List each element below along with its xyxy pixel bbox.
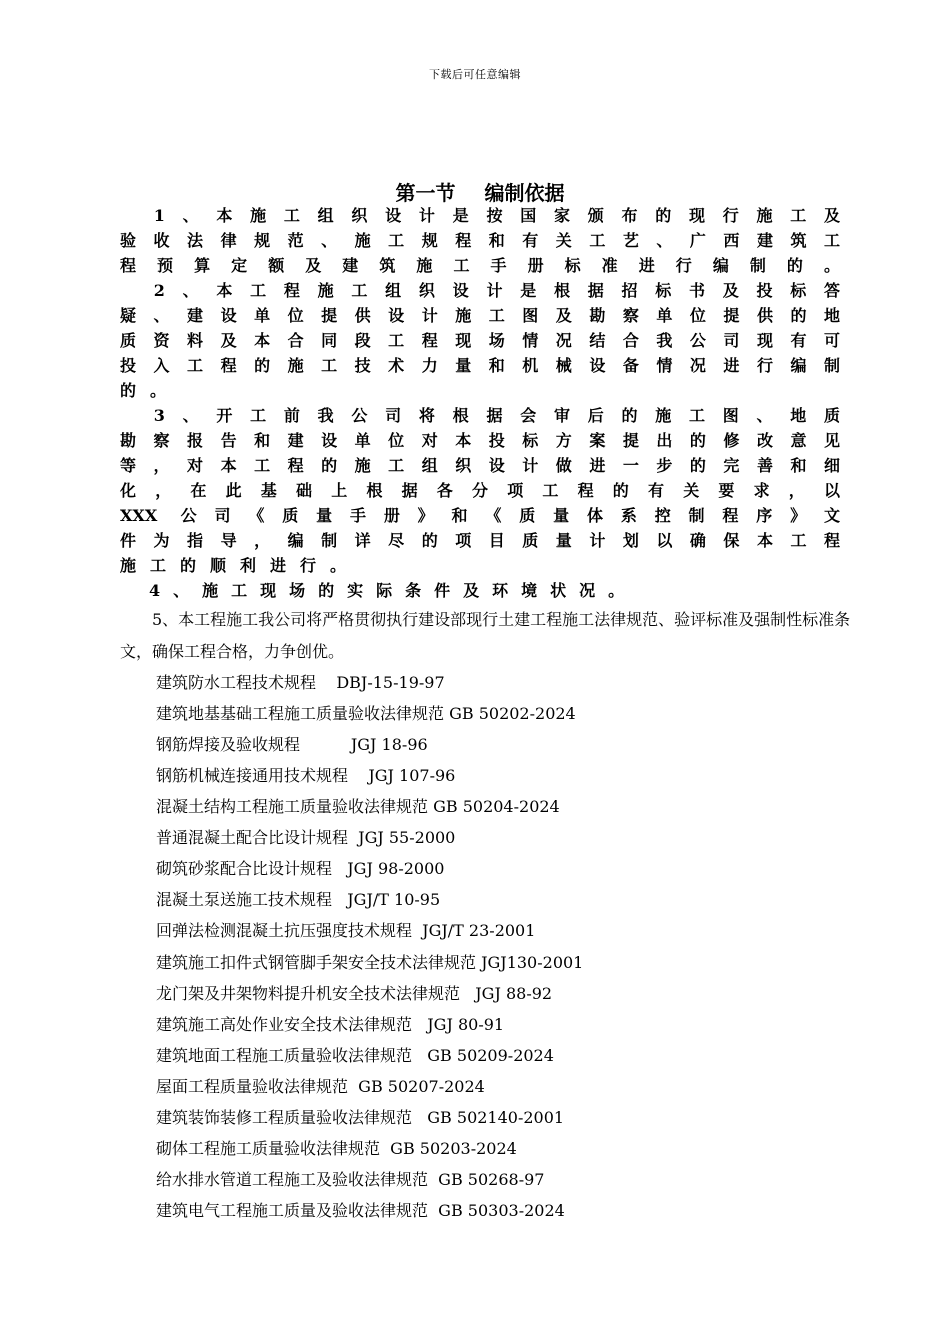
paragraph-3-line-4: 化，在此基础上根据各分项工程的有关要求，以 bbox=[120, 481, 840, 500]
standard-item: 普通混凝土配合比设计规程 JGJ 55-2000 bbox=[156, 828, 456, 847]
paragraph-3-line-1: 3、开工前我公司将根据会审后的施工图、地质 bbox=[120, 406, 840, 425]
paragraph-2-line-5: 的。 bbox=[120, 381, 181, 400]
standard-item: 屋面工程质量验收法律规范 GB 50207-2024 bbox=[156, 1077, 485, 1096]
standard-item: 钢筋焊接及验收规程 JGJ 18-96 bbox=[156, 735, 428, 754]
paragraph-5: 5、本工程施工我公司将严格贯彻执行建设部现行土建工程施工法律规范、验评标准及强制性标准条文，确保工程合格，力争创优。 bbox=[120, 610, 851, 661]
standard-item: 建筑防水工程技术规程 DBJ-15-19-97 bbox=[156, 673, 445, 692]
paragraph-2-line-2: 疑、建设单位提供设计施工图及勘察单位提供的地 bbox=[120, 306, 840, 325]
standard-item: 建筑地面工程施工质量验收法律规范 GB 50209-2024 bbox=[156, 1046, 554, 1065]
paragraph-3-line-5: XXX 公司《质量手册》和《质量体系控制程序》文 bbox=[120, 506, 840, 525]
standard-item: 回弹法检测混凝土抗压强度技术规程 JGJ/T 23-2001 bbox=[156, 921, 536, 940]
paragraph-1-line-1: 1、本施工组织设计是按国家颁布的现行施工及 bbox=[120, 206, 840, 225]
standard-item: 建筑装饰装修工程质量验收法律规范 GB 502140-2001 bbox=[156, 1108, 565, 1127]
standard-item: 建筑地基基础工程施工质量验收法律规范 GB 50202-2024 bbox=[156, 704, 576, 723]
standard-item: 建筑电气工程施工质量及验收法律规范 GB 50303-2024 bbox=[156, 1201, 565, 1220]
standard-item: 砌体工程施工质量验收法律规范 GB 50203-2024 bbox=[156, 1139, 517, 1158]
standard-item: 混凝土结构工程施工质量验收法律规范 GB 50204-2024 bbox=[156, 797, 560, 816]
standard-item: 砌筑砂浆配合比设计规程 JGJ 98-2000 bbox=[156, 859, 445, 878]
standard-item: 混凝土泵送施工技术规程 JGJ/T 10-95 bbox=[156, 890, 441, 909]
standard-item: 龙门架及井架物料提升机安全技术法律规范 JGJ 88-92 bbox=[156, 984, 553, 1003]
section-title: 第一节 编制依据 bbox=[395, 181, 565, 205]
paragraph-2-line-3: 质资料及本合同段工程现场情况结合我公司现有可 bbox=[120, 331, 840, 350]
paragraph-3-line-3: 等，对本工程的施工组织设计做进一步的完善和细 bbox=[120, 456, 840, 475]
paragraph-3-line-7: 施工的顺利进行。 bbox=[120, 556, 361, 575]
paragraph-4: 4、施工现场的实际条件及环境状况。 bbox=[120, 581, 638, 600]
paragraph-1-line-3: 程预算定额及建筑施工手册标准进行编制的。 bbox=[120, 256, 840, 275]
paragraph-3-line-2: 勘察报告和建设单位对本投标方案提出的修改意见 bbox=[120, 431, 840, 450]
paragraph-1-line-2: 验收法律规范、施工规程和有关工艺、广西建筑工 bbox=[120, 231, 840, 250]
paragraph-2-line-4: 投入工程的施工技术力量和机械设备情况进行编制 bbox=[120, 356, 840, 375]
standard-item: 建筑施工扣件式钢管脚手架安全技术法律规范 JGJ130-2001 bbox=[156, 953, 584, 972]
standard-item: 建筑施工高处作业安全技术法律规范 JGJ 80-91 bbox=[156, 1015, 505, 1034]
standard-item: 钢筋机械连接通用技术规程 JGJ 107-96 bbox=[156, 766, 456, 785]
paragraph-3-line-6: 件为指导，编制详尽的项目质量计划以确保本工程 bbox=[120, 531, 840, 550]
page-header: 下载后可任意编辑 bbox=[429, 68, 521, 81]
paragraph-2-line-1: 2、本工程施工组织设计是根据招标书及投标答 bbox=[120, 281, 840, 300]
standard-item: 给水排水管道工程施工及验收法律规范 GB 50268-97 bbox=[156, 1170, 545, 1189]
